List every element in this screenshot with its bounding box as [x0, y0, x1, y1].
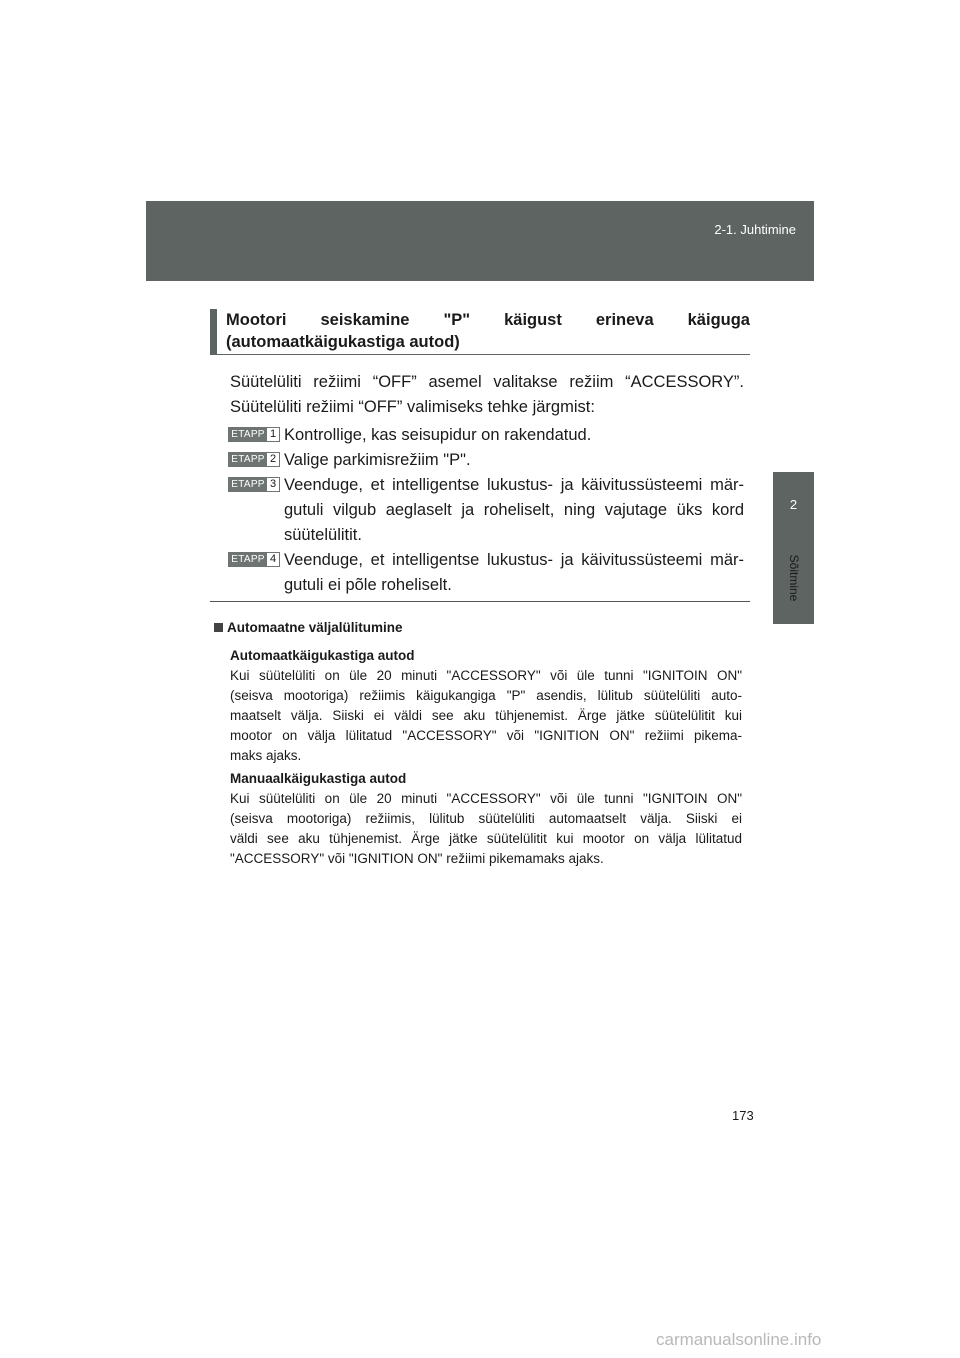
- intro-line-1: Süütelüliti režiimi “OFF” asemel valitakse režiim “ACCESSORY”.: [230, 373, 744, 391]
- section-divider: [210, 601, 750, 602]
- note-line: (seisva mootoriga) režiimis, lülitub süütelüliti automaatselt välja. Siiski ei: [230, 811, 742, 826]
- step-badge-number: 1: [269, 428, 277, 440]
- note-line: väldi see aku tühjenemist. Ärge jätke süütelülitit kui mootor on välja lülitatud: [230, 831, 742, 846]
- intro-paragraph: [230, 370, 744, 420]
- note-line: maatselt välja. Siiski ei väldi see aku tühjenemist. Ärge jätke süütelülitit kui: [230, 708, 742, 723]
- chapter-label: Sõitmine: [787, 554, 801, 602]
- step-text-line: Veenduge, et intelligentse lukustus- ja käivitussüsteemi mär-: [284, 551, 744, 569]
- note-line: Kui süütelüliti on üle 20 minuti "ACCESSORY" või üle tunni "IGNITOIN ON": [230, 791, 742, 806]
- step-text: [284, 423, 744, 448]
- step-text-line: süütelülitit.: [284, 526, 362, 544]
- step-badge: [228, 477, 280, 492]
- step-badge-label: ETAPP: [229, 553, 267, 566]
- step-text-line: Veenduge, et intelligentse lukustus- ja käivitussüsteemi mär-: [284, 476, 744, 494]
- chapter-header-band: [146, 201, 814, 281]
- step-badge-label: ETAPP: [229, 478, 267, 491]
- step-badge-label: ETAPP: [229, 453, 267, 466]
- square-bullet-icon: [214, 623, 223, 632]
- note-automatic: [230, 646, 742, 766]
- intro-line-2: Süütelüliti režiimi “OFF” valimiseks tehke järgmist:: [230, 398, 595, 416]
- step-text: [284, 473, 744, 548]
- note-manual: [230, 769, 742, 869]
- note-title: [214, 620, 403, 635]
- page-number: 173: [732, 1108, 754, 1123]
- chapter-number: 2: [789, 497, 798, 512]
- heading-line-1: Mootori seiskamine "P" käigust erineva käiguga: [226, 311, 750, 329]
- step-badge: [228, 427, 280, 442]
- note-line: Kui süütelüliti on üle 20 minuti "ACCESSORY" või üle tunni "IGNITOIN ON": [230, 668, 742, 683]
- step-text: [284, 548, 744, 598]
- step-text-line: Kontrollige, kas seisupidur on rakendatud.: [284, 426, 592, 444]
- step-badge-number: 3: [269, 478, 277, 490]
- step-badge: [228, 452, 280, 467]
- note-line: "ACCESSORY" või "IGNITION ON" režiimi pikemamaks ajaks.: [230, 851, 604, 866]
- step-text: [284, 448, 744, 473]
- note-automatic-heading: Automaatkäigukastiga autod: [230, 648, 415, 663]
- step-text-line: gutuli vilgub aeglaselt ja roheliselt, ning vajutage üks kord: [284, 501, 744, 519]
- heading-line-2: (automaatkäigukastiga autod): [226, 333, 460, 351]
- section-title: 2-1. Juhtimine: [714, 222, 796, 237]
- procedure-heading: [210, 309, 750, 355]
- note-manual-heading: Manuaalkäigukastiga autod: [230, 771, 407, 786]
- step-badge-number: 2: [269, 453, 277, 465]
- step-text-line: gutuli ei põle roheliselt.: [284, 576, 452, 594]
- watermark: carmanualsonline.info: [656, 1330, 822, 1349]
- note-title-text: Automaatne väljalülitumine: [227, 620, 403, 635]
- step-text-line: Valige parkimisrežiim "P".: [284, 451, 471, 469]
- note-line: (seisva mootoriga) režiimis käigukangiga "P" asendis, lülitub süütelüliti auto-: [230, 688, 742, 703]
- note-line: mootor on välja lülitatud "ACCESSORY" või "IGNITION ON" režiimi pikema-: [230, 728, 742, 743]
- step-badge-number: 4: [269, 553, 277, 565]
- step-badge-label: ETAPP: [229, 428, 267, 441]
- step-badge: [228, 552, 280, 567]
- note-line: maks ajaks.: [230, 748, 302, 763]
- chapter-label-wrap: [780, 548, 808, 608]
